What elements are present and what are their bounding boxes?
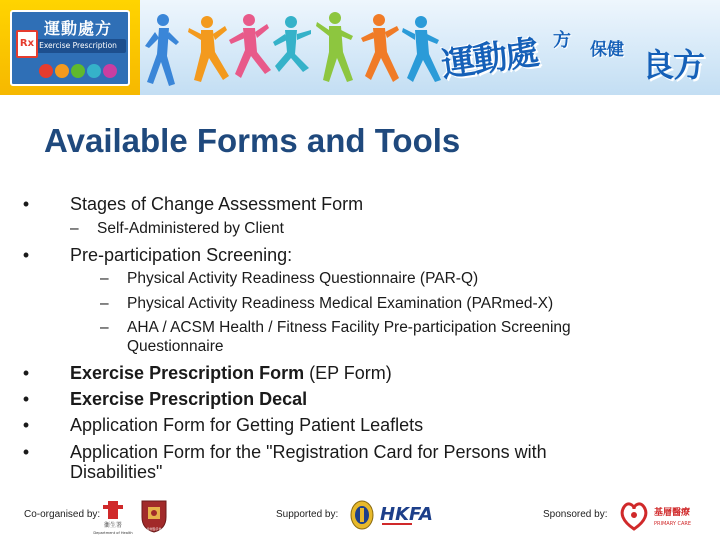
list-item-bold-text: Exercise Prescription Decal bbox=[70, 389, 308, 409]
supported-label: Supported by: bbox=[276, 509, 339, 520]
banner-tagline-large: 良方 bbox=[642, 46, 705, 84]
sub-list-item-text: AHA / ACSM Health / Fitness Facility Pre-participation Screening bbox=[127, 319, 571, 336]
dash-icon: – bbox=[100, 270, 109, 287]
list-item-text: Stages of Change Assessment Form bbox=[70, 194, 364, 214]
header-banner bbox=[0, 0, 720, 95]
bullet-icon: • bbox=[22, 363, 30, 383]
bullet-icon: • bbox=[22, 415, 30, 435]
sub-list-item-text: Physical Activity Readiness Questionnaire (PAR-Q) bbox=[127, 270, 479, 287]
list-item-text: Application Form for the "Registration Card for Persons with bbox=[70, 442, 547, 462]
logo-area bbox=[0, 0, 140, 95]
bullet-icon: • bbox=[22, 194, 30, 214]
banner-tagline-small: 保健 bbox=[590, 40, 624, 60]
page-title: Available Forms and Tools bbox=[44, 122, 461, 159]
list-item-text: Application Form for Getting Patient Leaflets bbox=[70, 415, 424, 435]
sponsored-label: Sponsored by: bbox=[543, 509, 608, 520]
list-item-text: Pre-participation Screening: bbox=[70, 245, 293, 265]
list-item-suffix-text: (EP Form) bbox=[304, 363, 392, 383]
bullet-icon: • bbox=[22, 442, 30, 462]
exercise-prescription-logo bbox=[10, 10, 130, 86]
list-item-bold-text: Exercise Prescription Form bbox=[70, 363, 305, 383]
hkma-crest-label: 香港醫學會 bbox=[146, 527, 162, 531]
exercise-figures-icon bbox=[38, 60, 126, 82]
banner-title-main: 運動處 bbox=[439, 32, 540, 86]
primary-care-sponsor-logo bbox=[618, 499, 714, 533]
dash-icon: – bbox=[100, 319, 109, 336]
banner-title bbox=[438, 16, 588, 96]
department-of-health-logo bbox=[93, 500, 133, 536]
list-item-text bbox=[70, 363, 392, 383]
hkfa-logo-text: HKFA bbox=[380, 504, 433, 525]
dash-icon: – bbox=[100, 295, 109, 312]
sponsor-logo-label: 基層醫療 bbox=[654, 508, 691, 518]
hkfa-logo bbox=[380, 500, 433, 530]
sports-figures-illustration bbox=[145, 6, 445, 92]
dh-logo-label: 衞生署 bbox=[103, 522, 123, 529]
supporter-emblem-logo bbox=[350, 500, 374, 530]
co-organised-label: Co-organised by: bbox=[24, 509, 101, 520]
list-item-text-line2: Disabilities" bbox=[70, 462, 163, 482]
banner-tagline bbox=[590, 30, 720, 90]
logo-title: 運動處方 bbox=[43, 19, 112, 38]
rx-document-icon: Rx bbox=[16, 30, 38, 58]
bullet-icon: • bbox=[22, 245, 30, 265]
banner-title-small: 方 bbox=[553, 30, 571, 51]
bullet-icon: • bbox=[22, 389, 30, 409]
hkma-crest-logo bbox=[140, 499, 168, 533]
sub-list-item-text: Physical Activity Readiness Medical Examination (PARmed-X) bbox=[127, 295, 554, 312]
sponsor-logo-sublabel: PRIMARY CARE bbox=[654, 521, 692, 527]
logo-subtitle: Exercise Prescription bbox=[30, 39, 126, 53]
dh-logo-sublabel: Department of Health bbox=[93, 531, 133, 535]
sub-list-item-text-line2: Questionnaire bbox=[127, 338, 224, 355]
footer-logos bbox=[0, 497, 720, 540]
dash-icon: – bbox=[70, 220, 79, 237]
sub-list-item-text: Self-Administered by Client bbox=[97, 220, 284, 237]
